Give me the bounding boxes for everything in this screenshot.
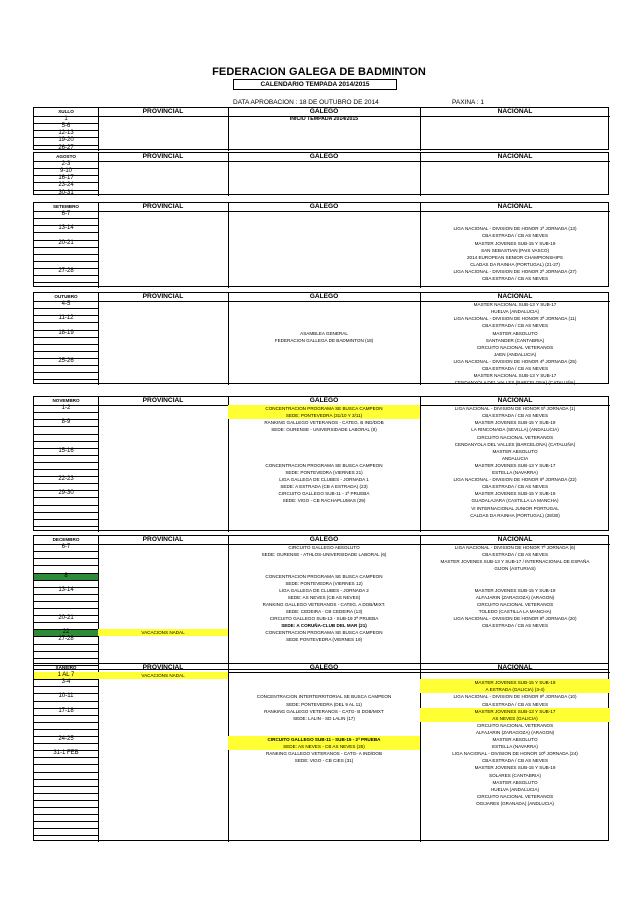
nac-event-line: CIRCUITO NACIONAL VETERANOS [476,344,554,350]
row-divider [34,282,98,283]
row-divider [34,779,98,780]
nac-event-line: ALFAJARIN (ZARAGOZA) (ARAGON) [475,729,555,735]
nac-event-line: CBA ESTRADA / CB AS NEVES [481,758,549,764]
date-cell: 8 [34,573,98,580]
date-cell: 26-27 [58,144,74,151]
row-divider [34,807,98,808]
row-divider [34,190,98,191]
column-header-provincial: PROVINCIAL [142,536,184,543]
row-divider [34,814,98,815]
row-divider [34,587,98,588]
date-cell: 4-5 [61,301,71,308]
month-label: XULLO [58,109,74,114]
row-divider [34,551,98,552]
nac-event-line: MASTER ABSOLUTO [492,737,538,742]
row-divider [34,412,98,413]
gal-event-line: CIRCUITO GALLEGO SUB-11 - 1ª PRUEBA [278,491,370,497]
nac-event-line: CBA ESTRADA / CB AS NEVES [481,552,549,558]
nac-event-line: CIRCUITO NACIONAL VETERANOS [476,434,554,440]
row-divider [34,715,98,716]
gal-event-line: SEDE: PONTEVEDRA (VIERNES 21) [285,470,363,475]
nac-event-line: LIGA NACIONAL - DIVISION DE HONOR 3ª JORNADA (11) [453,316,577,322]
row-divider [34,379,98,380]
row-divider [34,268,98,269]
row-divider [34,558,98,559]
gal-event-line: SEDE: PONTEVEDRA (DEL 9 AL 11) [286,701,362,707]
nac-event-line: CIRCUITO NACIONAL VETERANOS [476,793,554,799]
nac-event-line: CBA ESTRADA / CB AS NEVES [481,233,549,239]
row-divider [34,526,98,527]
row-divider [34,476,98,477]
row-divider [34,308,98,309]
nac-event-line: ALFAJARIN (ZARAGOZA) (ARAGON) [475,594,555,600]
row-divider [34,462,98,463]
nac-event-line: LIGA NACIONAL - DIVISION DE HONOR 4ª JORNADA (25) [453,358,577,364]
gal-event-line: INICIO TEMPADA 2014/2015 [289,116,359,123]
row-divider [34,821,98,822]
nac-event-line: LIGA NACIONAL - DIVISION DE HONOR 5ª JORNADA (1) [454,406,576,412]
nac-event-line: LIGA NACIONAL - DIVISION DE HONOR 9ª JORNADA (10) [453,694,577,700]
row-divider [34,658,98,659]
date-cell: 23-24 [58,182,74,189]
gal-event-line: CIRCUITO GALLEGO SUB-13 - SUB-19 2ª PRUEBA [269,616,379,622]
column-divider [98,203,99,288]
month-label: XANEIRO [55,665,77,670]
nac-event-line: SAN SEBASTIAN (PAIS VASCO) [481,247,549,253]
nac-event-line: AS NEVES (GALICIA) [420,715,610,722]
row-divider [34,137,98,138]
column-header-nacional: NACIONAL [497,153,533,160]
row-divider [34,344,98,345]
nac-event-line: CBA ESTRADA / CB AS NEVES [481,276,549,281]
row-divider [34,701,98,702]
month-section-outubro [33,292,609,384]
nac-event-line: MASTER JOVENES SUB-13 Y SUB-17 [474,462,556,468]
nac-event-line: SOLARES (CANTABRIA) [489,772,541,778]
gal-event-line: FEDERACION GALLEGA DE BADMINTON (18) [274,337,374,343]
row-divider [34,828,98,829]
row-divider [34,218,98,219]
date-cell: 16-17 [58,175,74,182]
nac-event-line: LIGA NACIONAL - DIVISION DE HONOR 2ª JORNADA (27) [453,268,577,274]
row-divider [34,594,98,595]
column-header-galego: GALEGO [309,293,339,300]
date-cell: 27-28 [58,267,74,274]
row-divider [34,573,98,574]
row-divider [34,651,98,652]
nac-event-line: MASTER JOVENES SUB-13 Y SUB-17 / INTERNACIONAL DE ESPAÑA [440,559,590,565]
gal-event-line: CONCENTRACION INTERTERRITORIAL SE BUSCA CAMPEON [256,694,392,700]
gal-event-line: LIGA GALLEGA DE CLUBES - JORNADA 2 [279,587,369,593]
row-divider [34,743,98,744]
nac-event-line: OGIJARES (GRANADA) (ANDLUCIA) [476,800,554,806]
row-divider [34,130,98,131]
date-cell: 9-10 [59,168,72,175]
nac-event-line: GIJON (ASTURIAS) [494,566,536,572]
nac-event-line: CBA ESTRADA / CB AS NEVES [481,366,549,371]
gal-event-line: SEDE: AS NEVES - CB AS NEVES (25) [228,743,420,750]
row-divider [34,455,98,456]
column-header-provincial: PROVINCIAL [142,664,184,671]
date-cell: 27-28 [58,636,74,643]
row-divider [34,351,98,352]
page-number: PAXINA : 1 [452,99,485,106]
nac-event-line: MASTER JOVENES SUB-15 Y SUB-19 [420,679,610,686]
month-section-xaneiro [33,663,609,841]
date-cell: 30-31 [58,189,74,196]
month-label: AGOSTO [56,154,76,159]
date-cell: 2-3 [61,161,71,168]
row-divider [34,679,98,680]
column-header-provincial: PROVINCIAL [142,108,184,115]
gal-event-line: SEDE: PONTEVEDRA (31/10 Y 3/11) [228,412,420,419]
nac-event-line: CALDAS DA RAINHA (PORTUGAL) (28/30) [470,512,560,518]
column-header-nacional: NACIONAL [497,293,533,300]
date-cell: 20-21 [58,615,74,622]
nac-event-line: LIGA NACIONAL - DIVISION DE HONOR 1ª JORNADA (13) [453,226,577,232]
row-divider [34,168,98,169]
date-cell: 20-21 [58,239,74,246]
nac-event-line: ESTELLA (NAVARRA) [492,470,538,475]
nac-event-line: MASTER JOVENES SUB-13 Y SUB-17 [420,708,610,715]
gal-event-line: RANKING GALLEGO VETERANOS - CATG- B DOB/MIXT [264,708,384,714]
gal-event-line: CIRCUITO GALLEGO ABSOLUTO [288,545,360,551]
nac-event-line: LIGA NACIONAL - DIVISION DE HONOR 7ª JORNADA (6) [454,545,576,551]
nac-event-line: CBA ESTRADA / CB AS NEVES [481,701,549,707]
row-divider [34,565,98,566]
nac-event-line: CLADAS DA RAINHA (PORTUGAL) (21-27) [470,261,560,267]
row-divider [34,786,98,787]
row-divider [34,225,98,226]
row-divider [34,772,98,773]
column-header-provincial: PROVINCIAL [142,203,184,210]
row-divider [34,757,98,758]
nac-event-line: CENDANYOLA DEL VALLES (BARCELONA) (CATALUÑA) [454,380,576,386]
date-cell: 25-26 [58,357,74,364]
date-cell: 5-6 [61,123,71,130]
nac-event-line: CBA ESTRADA / CB AS NEVES [481,413,549,419]
row-divider [34,580,98,581]
row-divider [34,322,98,323]
column-divider [98,397,99,532]
column-header-provincial: PROVINCIAL [142,153,184,160]
nac-event-line: LIGA NACIONAL - DIVISION DE HONOR 8ª JORNADA (20) [453,616,577,622]
nac-event-line: LIGA NACIONAL - DIVISION DE HONOR 10ª JORNADA (24) [452,751,578,757]
gal-event-line: SEDE: CEDEIRA - CB CEDEIRA (13) [285,609,363,614]
nac-event-line: CIRCUITO NACIONAL VETERANOS [476,722,554,728]
row-divider [34,519,98,520]
month-section-setembro [33,202,609,287]
date-cell: 12-13 [58,130,74,137]
month-section-novembro [33,396,609,531]
nac-event-line: CBA ESTRADA / CB AS NEVES [481,623,549,629]
column-divider [98,664,99,842]
gal-event-line: ASAMBLEA GENERAL [300,330,348,336]
nac-event-line: SANTANDER (CANTABRIA) [485,337,545,343]
month-section-xullo [33,107,609,150]
row-divider [34,315,98,316]
gal-event-line: SEDE: A CORUÑA-CLUB DEL MAR (21) [281,623,367,629]
row-divider [34,793,98,794]
gal-event-line: CONCENTRACION PROGRAMA SE BUSCA CAMPEON [265,462,383,468]
row-divider [34,835,98,836]
gal-event-line: SEDE: A ESTRADA (CB A ESTRADA) (23) [280,484,368,490]
page-title: FEDERACION GALEGA DE BADMINTON [212,66,426,78]
row-divider [34,800,98,801]
row-divider [34,764,98,765]
date-cell: 8-9 [61,419,71,426]
row-divider [34,330,98,331]
approval-date: DATA APROBACION : 18 DE OUTUBRO DE 2014 [233,99,379,106]
nac-event-line: HUELVA (ANDALUCIA) [490,309,540,315]
prov-event-line: VACACIONS NADAL [98,672,228,679]
header-row-divider [34,161,610,162]
row-divider [34,601,98,602]
row-divider [34,693,98,694]
nac-event-line: LA RINCONADA (SEVILLA) (ANDALUCIA) [471,427,559,433]
date-cell: 31-1 FEB [53,750,79,757]
row-divider [34,512,98,513]
column-header-galego: GALEGO [309,536,339,543]
nac-event-line: MASTER JOVENES SUB-15 Y SUB-19 [474,240,556,246]
column-header-nacional: NACIONAL [497,536,533,543]
column-header-galego: GALEGO [309,203,339,210]
nac-event-line: LIGA NACIONAL - DIVISION DE HONOR 6ª JORNADA (22) [453,477,577,483]
gal-event-line: SEDE: PONTEVEDRA (VIERNES 12) [285,580,363,586]
date-cell: 22-23 [58,476,74,483]
date-cell: 6-7 [61,544,71,551]
gal-event-line: RANKING GALLEGO VETERANOS - CATG- A IND/DOB [265,751,383,757]
month-label: DECEMBRO [52,537,80,542]
nac-event-line: CBA ESTRADA / CB AS NEVES [481,484,549,490]
row-divider [34,622,98,623]
gal-event-line: RANKING GALLEGO VETERANOS - CATEG. B IND/DOB [264,420,384,426]
gal-event-line: RANKING GALLEGO VETERANOS - CATEG. A DOB/MIXT. [262,601,386,607]
row-divider [34,448,98,449]
column-header-nacional: NACIONAL [497,108,533,115]
column-divider [98,293,99,385]
gal-event-line: SEDE PONTEVEDRA (VIERNES 19) [285,637,363,643]
gal-event-line: SEDE: VIGO - CB RACHAPLUMAS (29) [282,498,366,504]
date-cell: 18-19 [58,329,74,336]
column-header-nacional: NACIONAL [497,203,533,210]
row-divider [34,708,98,709]
nac-event-line: TOLEDO (CASTILLA LA MANCHA) [478,609,552,614]
date-cell: 1 [64,116,68,123]
row-divider [34,123,98,124]
row-divider [34,615,98,616]
nac-event-line: VI INTERNACIONAL JUNIOR PORTUGAL [471,505,559,511]
nac-event-line: MASTER ABSOLUTO [492,779,538,785]
row-divider [34,182,98,183]
date-cell: 1-2 [61,405,71,412]
nac-event-line: MASTER JOVENES SUB-15 Y SUB-19 [474,587,556,593]
nac-event-line: CIRCUITO NACIONAL VETERANOS [476,601,554,607]
nac-event-line: MASTER NACIONAL SUB-13 Y SUB-17 [473,302,557,308]
nac-event-line: 2014 EUROPEAN SENIOR CHAMPIONSHIPS [467,254,563,260]
date-cell: 13-14 [58,586,74,593]
date-cell: 1 AL 7 [34,672,98,679]
row-divider [34,608,98,609]
column-divider [98,536,99,671]
column-header-galego: GALEGO [309,397,339,404]
gal-event-line: LIGA GALLEGA DE CLUBES - JORNADA 1 [279,477,369,483]
date-cell: 3-4 [61,679,71,686]
month-label: OUTUBRO [54,294,78,299]
header-row-divider [34,211,610,212]
row-divider [34,247,98,248]
row-divider [34,505,98,506]
row-divider [34,497,98,498]
row-divider [34,483,98,484]
row-divider [34,441,98,442]
column-header-provincial: PROVINCIAL [142,293,184,300]
gal-event-line: CIRCUITO GALLEGO SUB-11 - SUB-15 - 2ª PRUEBA [228,736,420,743]
date-cell: 17-18 [58,707,74,714]
row-divider [34,644,98,645]
nac-event-line: MASTER NACIONAL SUB-13 Y SUB-17 [473,373,557,379]
row-divider [34,636,98,637]
column-header-nacional: NACIONAL [497,664,533,671]
row-divider [34,145,98,146]
row-divider [34,686,98,687]
row-divider [34,729,98,730]
nac-event-line: MASTER JOVENES SUB-15 Y SUB-19 [474,765,556,771]
calendar-subtitle: CALENDARIO TEMPADA 2014/2015 [233,79,397,90]
row-divider [34,365,98,366]
row-divider [34,629,98,630]
nac-event-line: ESTELLA (NAVARRA) [492,744,538,750]
row-divider [34,372,98,373]
row-divider [34,750,98,751]
gal-event-line: SEDE: OURENSE - ATHLOS-UNIVERSIDADE LABORAL (6) [261,552,387,558]
date-cell: 13-14 [58,225,74,232]
month-section-agosto [33,152,609,195]
column-divider [228,203,229,288]
nac-event-line: MASTER ABSOLUTO [492,330,538,336]
date-cell: 19-20 [58,137,74,144]
gal-event-line: SEDE: VIGO - CB CIES (31) [294,758,354,764]
row-divider [34,469,98,470]
column-header-provincial: PROVINCIAL [142,397,184,404]
nac-event-line: CBA ESTRADA / CB AS NEVES [481,323,549,329]
row-divider [34,358,98,359]
row-divider [34,275,98,276]
row-divider [34,736,98,737]
row-divider [34,722,98,723]
row-divider [34,337,98,338]
date-cell: 29-30 [58,490,74,497]
row-divider [34,261,98,262]
column-header-galego: GALEGO [309,108,339,115]
row-divider [34,232,98,233]
date-cell: 6-7 [61,211,71,218]
row-divider [34,254,98,255]
nac-event-line: MASTER JOVENES SUB-15 Y SUB-19 [474,491,556,497]
month-label: SETEMBRO [52,204,80,209]
row-divider [34,426,98,427]
row-divider [34,490,98,491]
nac-event-line: HUELVA (ANDALUCIA) [490,786,540,792]
date-cell: 10-11 [58,693,74,700]
column-header-galego: GALEGO [309,664,339,671]
nac-event-line: JAEN (ANDALUCIA) [493,351,537,357]
column-header-galego: GALEGO [309,153,339,160]
row-divider [34,175,98,176]
prov-event-line: VACACIONS NADAL [98,629,228,636]
nac-event-line: GUADALAJARA (CASTILLA LA MANCHA) [471,498,559,504]
gal-event-line: CONCENTRACION PROGRAMA SE BUSCA CAMPEON [265,573,383,579]
month-section-decembro [33,535,609,670]
column-header-nacional: NACIONAL [497,397,533,404]
month-label: NOVEMBRO [52,398,80,403]
date-cell: 22 [34,629,98,636]
gal-event-line: CONCENTRACION PROGRAMA SE BUSCA CAMPEON [228,405,420,412]
date-cell: 15-16 [58,447,74,454]
row-divider [34,240,98,241]
gal-event-line: SEDE: OURENSE - UNIVERSIDADE LABORAL (8) [271,427,377,433]
nac-event-line: A ESTRADA (GALICIA) (3-4) [420,686,610,693]
row-divider [34,419,98,420]
gal-event-line: CONCENTRACION PROGRAMA SE BUSCA CAMPEON [265,630,383,636]
nac-event-line: MASTER ABSOLUTO [492,448,538,454]
nac-event-line: ANDALUCIA [501,455,529,461]
gal-event-line: SEDE: AS NEVES (CB AS NEVES) [287,594,361,600]
nac-event-line: MASTER JOVENES SUB-15 Y SUB-19 [474,420,556,426]
date-cell: 24-25 [58,736,74,742]
nac-event-line: CENDANYOLA DEL VALLES (BARCELONA) (CATALUÑA) [454,441,576,447]
date-cell: 11-12 [58,315,74,322]
row-divider [34,434,98,435]
gal-event-line: SEDE: LALIN - SD LALIN (17) [293,715,355,721]
